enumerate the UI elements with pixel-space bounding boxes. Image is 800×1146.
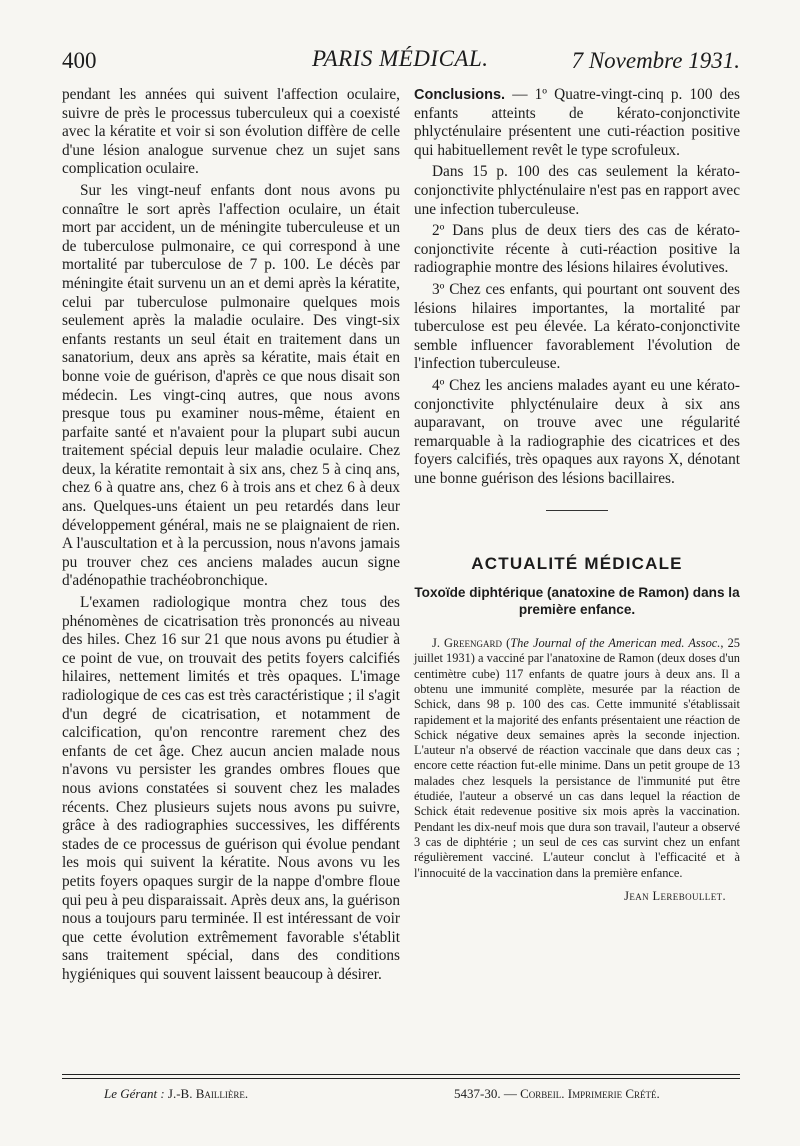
right-column — [414, 86, 740, 905]
printer-credit: 5437-30. — Corbeil. Imprimerie Crété. — [454, 1086, 660, 1101]
conclusion-paragraph: Dans 15 p. 100 des cas seulement la kérato-conjonctivite phlycténulaire n'est pas en rapport avec une infection tuberculeuse. — [414, 163, 740, 218]
journal-title: PARIS MÉDICAL. — [312, 46, 489, 71]
actualite-section — [414, 555, 740, 905]
conclusion-paragraph: 3º Chez ces enfants, qui pourtant ont souvent des lésions hilaires importantes, la mortalité par tuberculose est peu élevée. La kérato-conjonctivite semble influencer favorablement l'évolution de l'infection tuberculeuse. — [414, 280, 740, 373]
section-title: ACTUALITÉ MÉDICALE — [471, 554, 683, 574]
article-title: Toxoïde diphtérique (anatoxine de Ramon) dans la première enfance. — [414, 585, 740, 618]
conclusion-paragraph: 4º Chez les anciens malades ayant eu une kérato-conjonctivite phlycténulaire deux à six ans auparavant, on trouve avec une régularité remarquable à la radiographie des cicatrices et des foyers calcifiés, très opaques aux rayons X, dénotant une bonne guérison des lésions bacillaires. — [414, 376, 740, 487]
conclusion-paragraph — [414, 86, 740, 160]
body-paragraph: pendant les années qui suivent l'affection oculaire, suivre de près le processus tuberculeux qui a coexisté avec la kératite et voir si son évolution diffère de celle d'une lésion analogue survenue chez un sujet sans complication oculaire. — [62, 86, 400, 178]
manager-label: Le Gérant : — [104, 1086, 165, 1101]
manager-name: J.-B. Baillière. — [167, 1086, 249, 1101]
manager-credit — [104, 1086, 248, 1102]
article-author: J. Greengard — [432, 636, 502, 651]
conclusion-text: — 1º Quatre-vingt-cinq p. 100 des enfants atteints de kérato-conjonctivite phlycténulaire présentent une cuti-réaction positive qui habituellement revêt le type scrofuleux. — [414, 86, 740, 159]
abstract-body: , 25 juillet 1931) a vacciné par l'anatoxine de Ramon (deux doses d'un centimètre cube) 117 enfants de quatre jours à deux ans. Il a obtenu une immunité complète, mesurée par la réaction de Schick, dans 98 p. 100 des cas. Cette immunité s'établissait rapidement et la majorité des enfants présentaient une réaction de Schick négative deux semaines après la seconde injection. L'auteur n'a observé de réaction vaccinale que dans deux cas ; encore cette réaction fut-elle minime. Dans un petit groupe de 13 malades chez lesquels la persistance de l'immunité put être étudiée, l'auteur a observé un cas dans lequel la réaction de Schick était redevenue positive six mois après la vaccination. Pendant les dix-neuf mois que dura son travail, l'auteur a observé 3 cas de diphtérie ; un seul de ces cas survint chez un enfant régulièrement vacciné. L'auteur conclut à l'efficacité et à l'innocuité de la vaccination dans la première enfance. — [414, 636, 740, 880]
issue-date: 7 Novembre 1931. — [571, 48, 740, 73]
conclusions-lead: Conclusions. — [414, 87, 506, 103]
section-divider — [546, 510, 608, 511]
body-paragraph: L'examen radiologique montra chez tous des phénomènes de cicatrisation très prononcés au niveau des hiles. Chez 16 sur 21 que nous avons pu étudier à ce point de vue, on trouvait des petits foyers calcifiés hilaires, nettement limités et très opaques. L'image radiologique de ces cas est très caractéristique ; il s'agit d'un degré de cicatrisation, et notamment de calcification, qu'on rencontre rarement chez des enfants de cet âge. Chez aucun ancien malade nous n'avons vu persister les grandes ombres floues que nous avions constatées si souvent chez les malades récents. Chez plusieurs sujets nous avons pu suivre, grâce à des radiographies successives, les différents stades de ce processus de guérison qui évolue pendant les mois qui suivent la kératite. Nous avons vu les petits foyers opaques surgir de la nappe d'ombre floue qui peu à peu disparaissait. Après deux ans, la guérison nous a toujours paru terminée. Il est intéressant de voir que cette évolution extrêmement favorable s'établit sans traitement spécial, dans des conditions hygiéniques qui souvent laissent beaucoup à désirer. — [62, 594, 400, 983]
conclusion-paragraph: 2º Dans plus de deux tiers des cas de kérato-conjonctivite récente à cuti-réaction positive la radiographie montre des lésions hilaires évolutives. — [414, 222, 740, 277]
article-signature: Jean Lereboullet. — [624, 888, 726, 903]
page-header — [62, 48, 740, 78]
conclusions-block — [414, 86, 740, 488]
body-paragraph: Sur les vingt-neuf enfants dont nous avons pu connaître le sort après l'affection oculaire, un était mort par accident, un de méningite tuberculeuse et un de tuberculose pulmonaire, ce qui correspond à une mortalité par tuberculose de 7 p. 100. Le décès par méningite était survenu un an et demi après la kératite, celui par tuberculose pulmonaire quelques mois seulement après la maladie oculaire. Des vingt-six enfants restants un seul était en traitement dans un sanatorium, deux ans après sa kératite, mais était en bonne voie de guérison, d'après ce que nous disait son médecin. Les vingt-cinq autres, que nous avons presque tous pu examiner nous-même, étaient en parfaite santé et n'avaient pour la plupart subi aucun traitement spécial depuis leur maladie oculaire. Chez deux, la kératite remontait à six ans, chez 5 à cinq ans, chez 6 à quatre ans, chez 6 à trois ans et chez 6 à deux ans. Quelques-uns étaient un peu retardés dans leur développement général, mais ne se plaignaient de rien. A l'auscultation et à la percussion, nous n'avons jamais pu trouver chez ces anciens malades aucun signe d'adénopathie trachéobronchique. — [62, 181, 400, 590]
left-column — [62, 86, 400, 988]
article-abstract: J. Greengard (The Journal of the American med. Assoc., 25 juillet 1931) a vacciné par l'anatoxine de Ramon (deux doses d'un centimètre cube) 117 enfants de quatre jours à deux ans. Il a obtenu une immunité complète, mesurée par la réaction de Schick, dans 98 p. 100 des cas. Cette immunité s'établissait rapidement et la majorité des enfants présentaient une réaction de Schick négative deux semaines après la seconde injection. L'auteur n'a observé de réaction vaccinale que dans deux cas ; encore cette réaction fut-elle minime. Dans un petit groupe de 13 malades chez lesquels la persistance de l'immunité put être étudiée, l'auteur a observé un cas dans lequel la réaction de Schick était redevenue positive six mois après la vaccination. Pendant les dix-neuf mois que dura son travail, l'auteur a observé 3 cas de diphtérie ; un seul de ces cas survint chez un enfant régulièrement vacciné. L'auteur conclut à l'efficacité et à l'innocuité de la vaccination dans la première enfance. — [414, 636, 740, 880]
citation-journal: The Journal of the American med. Assoc. — [510, 636, 721, 651]
page-number: 400 — [62, 48, 97, 73]
footer-rule — [62, 1074, 740, 1079]
